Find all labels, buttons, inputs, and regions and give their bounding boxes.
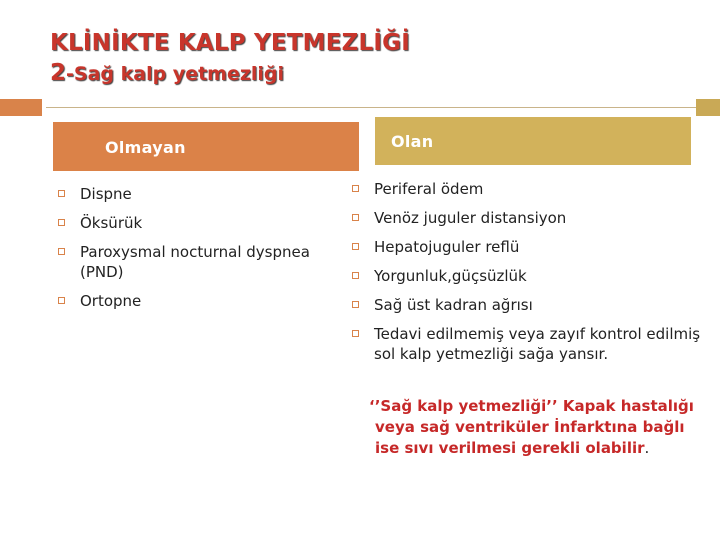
title-line-1: KLİNİKTE KALP YETMEZLİĞİ — [50, 30, 410, 56]
note-text: ‘’Sağ kalp yetmezliği’’ Kapak hastalığı veya sağ ventriküler İnfarktına bağlı ise sıvı verilmesi gerekli olabilir — [369, 397, 694, 457]
square-bullet-icon — [352, 272, 359, 279]
title-line-2 — [50, 60, 410, 86]
square-bullet-icon — [58, 248, 65, 255]
list-item — [55, 291, 315, 311]
list-item — [349, 237, 709, 257]
list-item — [349, 295, 709, 315]
list-item — [349, 324, 709, 364]
list-item-text: Tedavi edilmemiş veya zayıf kontrol edilmiş sol kalp yetmezliği sağa yansır. — [374, 325, 701, 363]
accent-bar-orange — [0, 99, 42, 116]
square-bullet-icon — [352, 301, 359, 308]
list-item — [349, 179, 709, 199]
list-item-text: Yorgunluk,güçsüzlük — [374, 267, 527, 285]
column-header-olmayan: Olmayan — [53, 122, 359, 171]
list-item-text: Sağ üst kadran ağrısı — [374, 296, 533, 314]
list-item — [349, 266, 709, 286]
slide-title — [50, 30, 410, 86]
square-bullet-icon — [352, 214, 359, 221]
square-bullet-icon — [352, 330, 359, 337]
accent-bar-gold — [696, 99, 720, 116]
square-bullet-icon — [352, 243, 359, 250]
list-item — [349, 208, 709, 228]
absent-symptoms-list — [55, 184, 315, 320]
title-number: 2 — [50, 60, 67, 86]
square-bullet-icon — [58, 190, 65, 197]
list-item-text: Paroxysmal nocturnal dyspnea (PND) — [80, 243, 310, 281]
list-item-text: Öksürük — [80, 214, 143, 232]
divider-rule — [46, 107, 720, 108]
list-item-text: Ortopne — [80, 292, 142, 310]
list-item-text: Dispne — [80, 185, 132, 203]
list-item — [55, 213, 315, 233]
title-subtitle: -Sağ kalp yetmezliği — [66, 63, 285, 85]
column-header-olan: Olan — [375, 117, 691, 165]
list-item-text: Hepatojuguler reflü — [374, 238, 520, 256]
present-symptoms-list — [349, 179, 709, 373]
list-item-text: Venöz juguler distansiyon — [374, 209, 567, 227]
square-bullet-icon — [58, 297, 65, 304]
highlight-note — [369, 396, 705, 459]
square-bullet-icon — [352, 185, 359, 192]
note-period: . — [644, 439, 650, 457]
square-bullet-icon — [58, 219, 65, 226]
list-item-text: Periferal ödem — [374, 180, 484, 198]
list-item — [55, 242, 315, 282]
list-item — [55, 184, 315, 204]
